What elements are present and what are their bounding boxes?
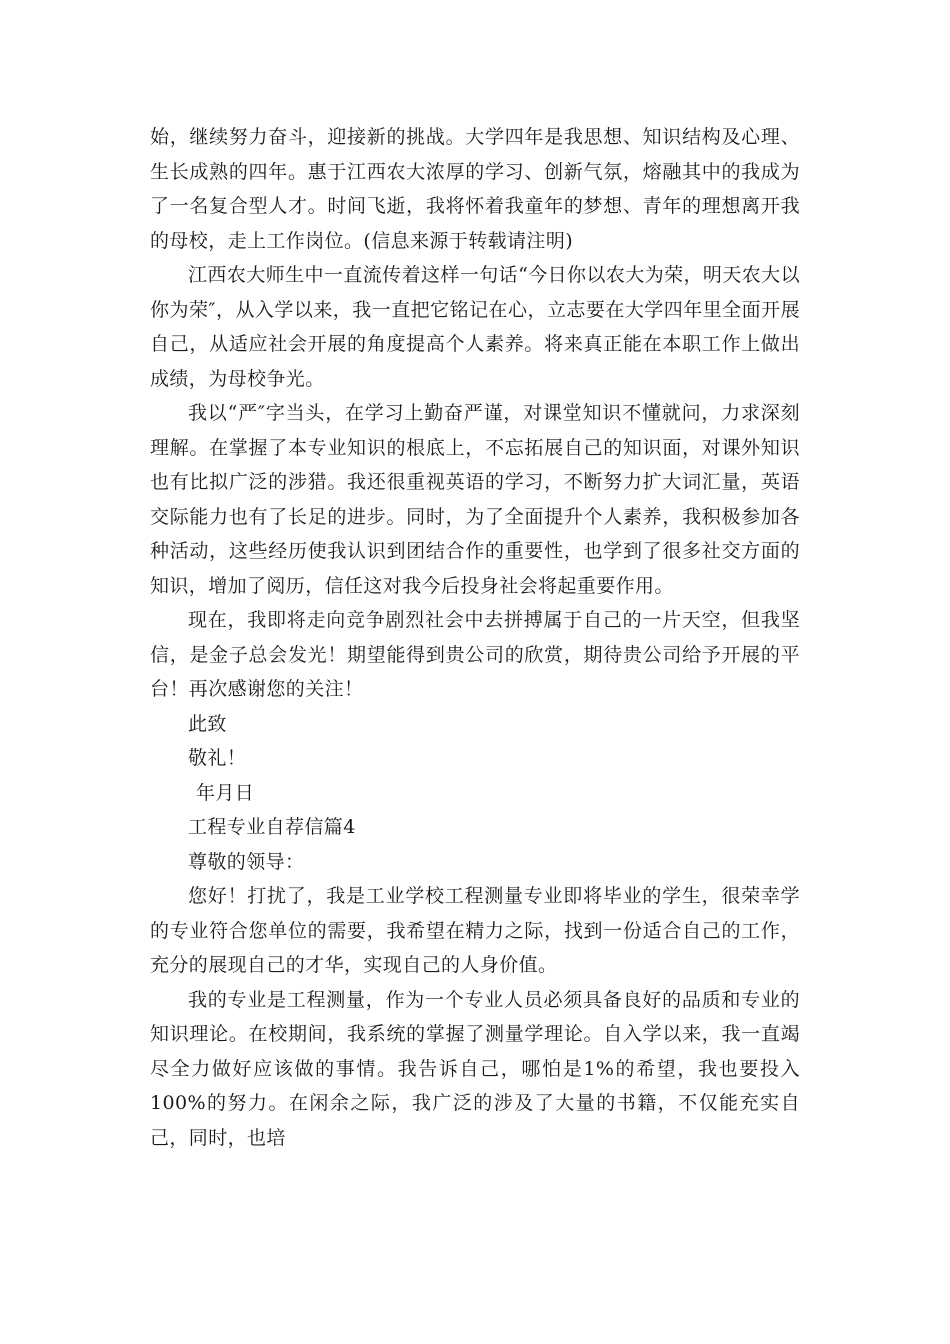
paragraph-future: 现在，我即将走向竞争剧烈社会中去拼搏属于自己的一片天空，但我坚信，是金子总会发光！期望能得到贵公司的欣赏，期待贵公司给予开展的平台！再次感谢您的关注！ [150, 609, 800, 700]
paragraph-study: 我以“严″字当头，在学习上勤奋严谨，对课堂知识不懂就问，力求深刻理解。在掌握了本专业知识的根底上，不忘拓展自己的知识面，对课外知识也有比拟广泛的涉猎。我还很重视英语的学习，不断努力扩大词汇量，英语交际能力也有了长足的进步。同时，为了全面提升个人素养，我积极参加各种活动，这些经历使我认识到团结合作的重要性，也学到了很多社交方面的知识，增加了阅历，信任这对我今后投身社会将起重要作用。 [150, 402, 800, 597]
greeting: 尊敬的领导： [188, 850, 305, 873]
paragraph-major: 我的专业是工程测量，作为一个专业人员必须具备良好的品质和专业的知识理论。在校期间，我系统的掌握了测量学理论。自入学以来，我一直竭尽全力做好应该做的事情。我告诉自己，哪怕是1%的希望，我也要投入100%的努力。在闲余之际，我广泛的涉及了大量的书籍，不仅能充实自己，同时，也培 [150, 988, 800, 1149]
section-heading: 工程专业自荐信篇4 [188, 816, 356, 838]
document-page [150, 120, 800, 1155]
paragraph-intro: 您好！打扰了，我是工业学校工程测量专业即将毕业的学生，很荣幸学的专业符合您单位的需要，我希望在精力之际，找到一份适合自己的工作，充分的展现自己的才华，实现自己的人身价值。 [150, 885, 800, 976]
paragraph-motto: 江西农大师生中一直流传着这样一句话“今日你以农大为荣，明天农大以你为荣″，从入学以来，我一直把它铭记在心，立志要在大学四年里全面开展自己，从适应社会开展的角度提高个人素养。将来真正能在本职工作上做出成绩，为母校争光。 [150, 264, 800, 390]
date-line: 年月日 [196, 781, 255, 804]
paragraph-continuation: 始，继续努力奋斗，迎接新的挑战。大学四年是我思想、知识结构及心理、生长成熟的四年。惠于江西农大浓厚的学习、创新气氛，熔融其中的我成为了一名复合型人才。时间飞逝，我将怀着我童年的梦想、青年的理想离开我的母校，走上工作岗位。(信息来源于转载请注明) [150, 126, 800, 252]
closing-salutation: 此致 [188, 712, 227, 735]
closing-regards: 敬礼！ [188, 747, 247, 769]
